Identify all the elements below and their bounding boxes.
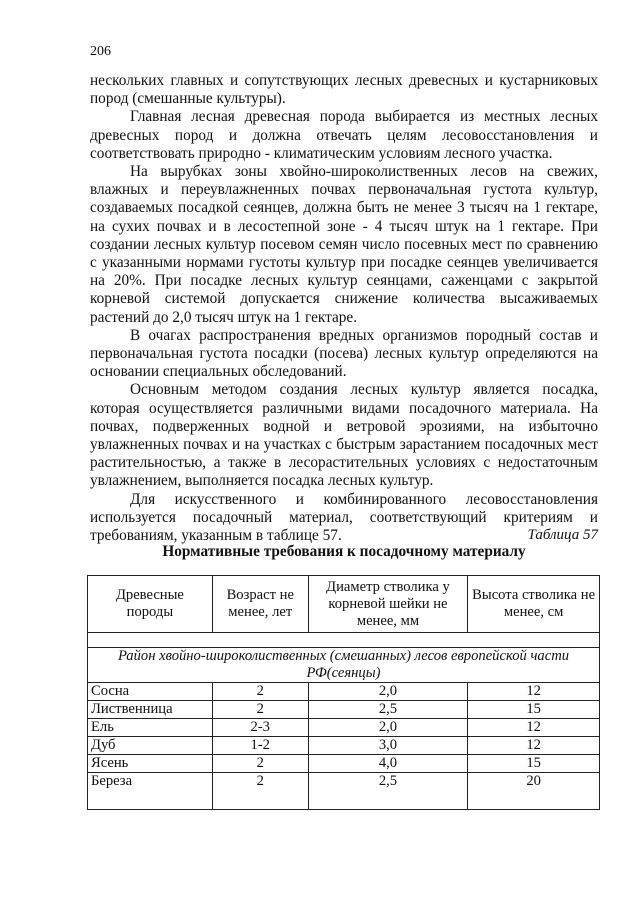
cell-height: 20 bbox=[468, 773, 600, 810]
paragraph: нескольких главных и сопутствующих лесных древесных и кустарниковых пород (смешанные культуры). bbox=[90, 72, 598, 108]
paragraph: Главная лесная древесная порода выбирается из местных лесных древесных пород и должна отвечать целям лесовосстановления и соответствовать природно - климатическим условиям лесного участка. bbox=[90, 108, 598, 162]
cell-age: 2-3 bbox=[212, 719, 308, 737]
cell-age: 2 bbox=[212, 683, 308, 701]
cell-diameter: 2,0 bbox=[308, 719, 468, 737]
paragraph: В очагах распространения вредных организмов породный состав и первоначальная густота посадки (посева) лесных культур определяются на основании специальных обследований. bbox=[90, 326, 598, 381]
table-row bbox=[88, 701, 600, 719]
cell-age: 2 bbox=[212, 773, 308, 810]
cell-diameter: 2,5 bbox=[308, 773, 468, 810]
planting-material-table bbox=[87, 575, 600, 810]
cell-species: Ель bbox=[88, 719, 213, 737]
table-caption: Таблица 57 bbox=[527, 527, 598, 543]
cell-diameter: 2,0 bbox=[308, 683, 468, 701]
table-title: Нормативные требования к посадочному материалу bbox=[162, 543, 526, 560]
empty-row bbox=[88, 633, 600, 648]
table-row bbox=[88, 737, 600, 755]
cell-height: 12 bbox=[468, 737, 600, 755]
table-header-row bbox=[88, 576, 600, 633]
cell-diameter: 4,0 bbox=[308, 755, 468, 773]
header-species: Древесные породы bbox=[88, 576, 213, 633]
cell-diameter: 2,5 bbox=[308, 701, 468, 719]
region-label: Район хвойно-широколиственных (смешанных) лесов европейской части РФ(сеянцы) bbox=[88, 648, 600, 683]
cell-species: Ясень bbox=[88, 755, 213, 773]
cell-species: Береза bbox=[88, 773, 213, 810]
cell-diameter: 3,0 bbox=[308, 737, 468, 755]
paragraph: Основным методом создания лесных культур является посадка, которая осуществляется различными видами посадочного материала. На почвах, подверженных водной и ветровой эрозиями, на избыточно увлажненных почвах и на участках с быстрым зарастанием посадочных мест растительностью, а также в лесорастительных условиях с недостаточным увлажнением, выполняется посадка лесных культур. bbox=[90, 381, 598, 490]
paragraph: На вырубках зоны хвойно-широколиственных лесов на свежих, влажных и переувлажненных почвах первоначальная густота культур, создаваемых посадкой сеянцев, должна быть не менее 3 тысяч на 1 гектаре, на сухих почвах и в лесостепной зоне - 4 тысяч штук на 1 гектаре. При создании лесных культур посевом семян число посевных мест по сравнению с указанными нормами густоты культур при посадке сеянцев увеличивается на 20%. При посадке лесных культур сеянцами, саженцами с закрытой корневой системой допускается снижение количества высаживаемых растений до 2,0 тысяч штук на 1 гектаре. bbox=[90, 163, 598, 326]
table-row bbox=[88, 719, 600, 737]
table-row bbox=[88, 683, 600, 701]
cell-species: Лиственница bbox=[88, 701, 213, 719]
cell-age: 2 bbox=[212, 701, 308, 719]
cell-age: 1-2 bbox=[212, 737, 308, 755]
header-age: Возраст не менее, лет bbox=[212, 576, 308, 633]
page-number: 206 bbox=[90, 44, 111, 59]
cell-species: Дуб bbox=[88, 737, 213, 755]
cell-species: Сосна bbox=[88, 683, 213, 701]
paragraph: Для искусственного и комбинированного лесовосстановления используется посадочный материал, соответствующий критериям и требованиям, указанным в таблице 57. bbox=[90, 490, 598, 545]
cell-age: 2 bbox=[212, 755, 308, 773]
region-row bbox=[88, 648, 600, 683]
table-row bbox=[88, 773, 600, 810]
table-row bbox=[88, 755, 600, 773]
header-diameter: Диаметр стволика у корневой шейки не менее, мм bbox=[308, 576, 468, 633]
body-text bbox=[90, 72, 598, 545]
cell-height: 12 bbox=[468, 719, 600, 737]
header-height: Высота стволика не менее, см bbox=[468, 576, 600, 633]
cell-height: 15 bbox=[468, 701, 600, 719]
cell-height: 12 bbox=[468, 683, 600, 701]
cell-height: 15 bbox=[468, 755, 600, 773]
